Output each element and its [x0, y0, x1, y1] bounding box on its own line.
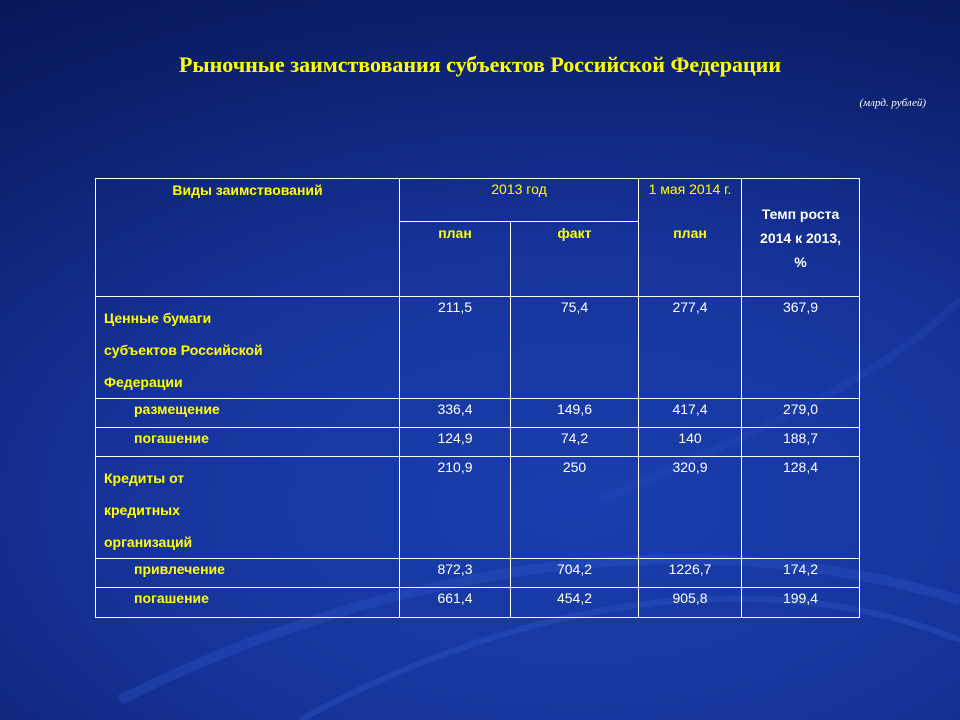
cell-plan-2014: 320,9 [639, 457, 742, 559]
cell-plan-2014: 277,4 [639, 297, 742, 399]
cell-plan-2014: 1226,7 [639, 559, 742, 588]
header-growth-line-1: Темп роста [761, 205, 840, 222]
cell-plan-2014: 140 [639, 428, 742, 457]
cell-plan-2013: 336,4 [400, 399, 511, 428]
cell-plan-2014: 905,8 [639, 588, 742, 618]
cell-fact-2013: 704,2 [511, 559, 639, 588]
row-label: погашение [96, 428, 400, 457]
row-label-line: кредитных [104, 502, 180, 518]
row-label-line: Ценные бумаги [104, 310, 212, 326]
header-plan-2014: план [639, 222, 742, 297]
cell-growth: 188,7 [742, 428, 860, 457]
header-may-2014: 1 мая 2014 г. [639, 179, 742, 222]
row-label-line: Федерации [104, 374, 183, 390]
header-growth-rate [742, 179, 860, 297]
cell-plan-2013: 210,9 [400, 457, 511, 559]
row-label-line: организаций [104, 534, 193, 550]
units-note: (млрд. рублей) [859, 97, 926, 109]
cell-plan-2013: 872,3 [400, 559, 511, 588]
row-label: погашение [96, 588, 400, 618]
borrowings-table [95, 178, 860, 618]
header-year-2013: 2013 год [400, 179, 639, 222]
cell-growth: 174,2 [742, 559, 860, 588]
slide-title: Рыночные заимствования субъектов Российской Федерации [178, 52, 781, 77]
cell-growth: 279,0 [742, 399, 860, 428]
header-types: Виды заимствований [96, 179, 400, 297]
table-row [96, 588, 860, 618]
cell-plan-2013: 661,4 [400, 588, 511, 618]
table-row [96, 428, 860, 457]
table-row [96, 399, 860, 428]
table-row [96, 559, 860, 588]
cell-fact-2013: 149,6 [511, 399, 639, 428]
cell-fact-2013: 250 [511, 457, 639, 559]
cell-fact-2013: 454,2 [511, 588, 639, 618]
cell-plan-2013: 211,5 [400, 297, 511, 399]
row-label [96, 457, 400, 559]
header-plan: план [400, 222, 511, 297]
header-growth-line-2: 2014 к 2013, [760, 229, 841, 246]
cell-fact-2013: 74,2 [511, 428, 639, 457]
cell-fact-2013: 75,4 [511, 297, 639, 399]
cell-growth: 367,9 [742, 297, 860, 399]
cell-growth: 199,4 [742, 588, 860, 618]
header-growth-line-3: % [794, 253, 807, 270]
row-label: привлечение [96, 559, 400, 588]
row-label-line: Кредиты от [104, 470, 185, 486]
row-label-line: субъектов Российской [104, 342, 263, 358]
header-fact: факт [511, 222, 639, 297]
cell-plan-2014: 417,4 [639, 399, 742, 428]
cell-plan-2013: 124,9 [400, 428, 511, 457]
table-row [96, 297, 860, 399]
table-row [96, 457, 860, 559]
row-label: размещение [96, 399, 400, 428]
cell-growth: 128,4 [742, 457, 860, 559]
row-label [96, 297, 400, 399]
